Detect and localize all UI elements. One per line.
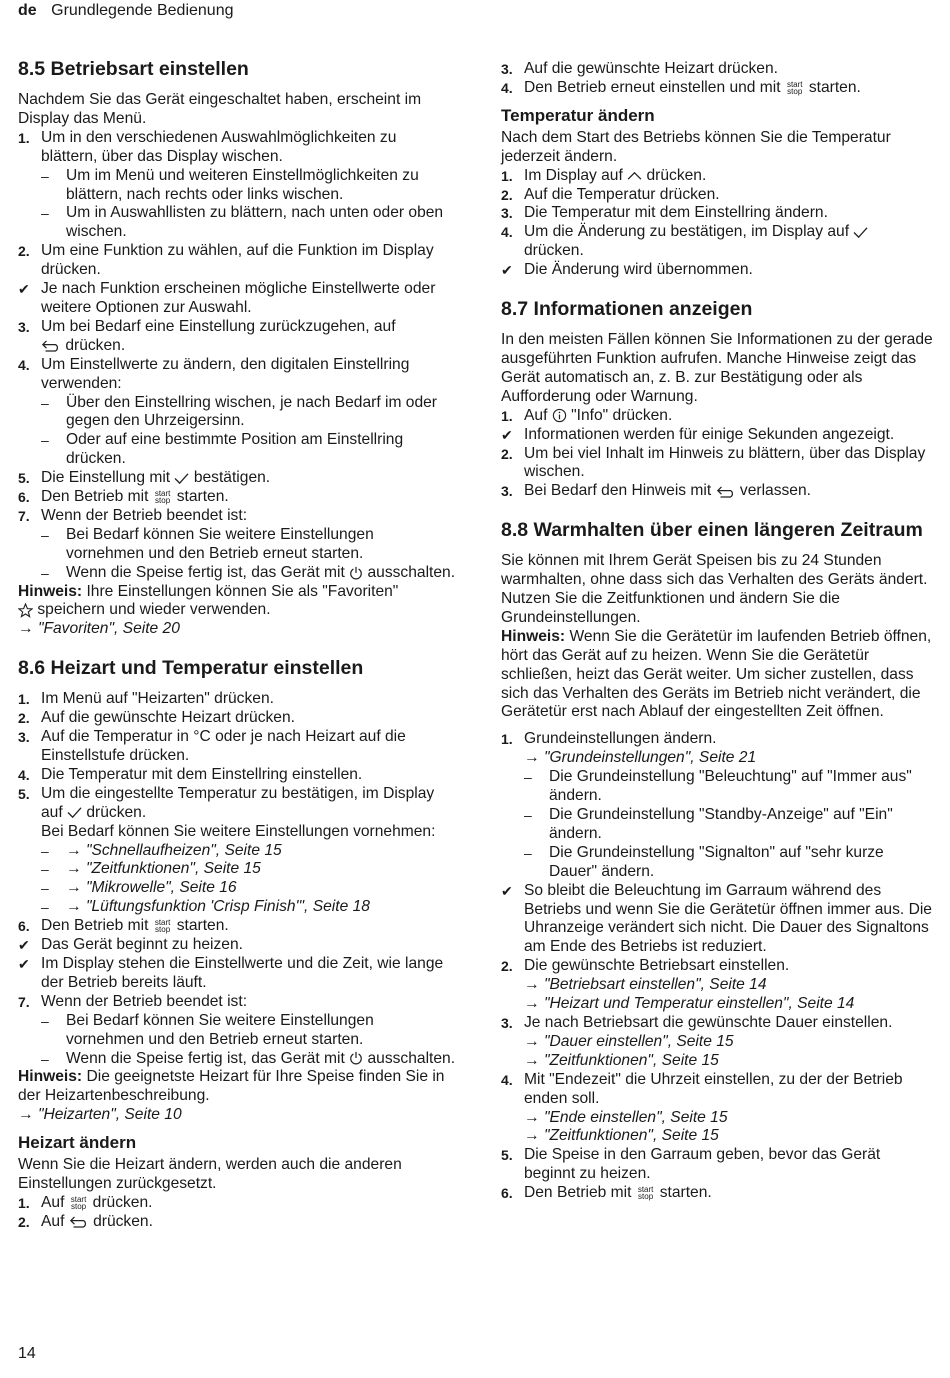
heading-8-7: 8.7 Informationen anzeigen <box>501 298 753 321</box>
heading-8-5: 8.5 Betriebsart einstellen <box>18 58 249 80</box>
result: ✔ Je nach Funktion erscheinen mögliche Einstellwerte oder weitere Optionen zur Auswahl. <box>18 280 436 316</box>
cross-reference-link[interactable]: → "Dauer einstellen", Seite 15 <box>524 1032 734 1050</box>
step-7: 7. Wenn der Betrieb beendet ist: <box>18 992 248 1010</box>
sub-step: – Um im Menü und weiteren Einstellmöglichkeiten zu blättern, nach rechts oder links wischen. <box>41 166 419 203</box>
cross-reference-link[interactable]: → "Heizart und Temperatur einstellen", Seite 14 <box>524 995 855 1013</box>
step-3: 3. Um bei Bedarf eine Einstellung zurückzugehen, auf drücken. <box>18 317 396 354</box>
paragraph: In den meisten Fällen können Sie Informationen zu der gerade ausgeführten Funktion aufrufen. Manche Hinweise zeigt das Gerät automatisch an, z. B. zur Bestätigung oder als Aufforderung oder Warnung. <box>501 331 933 405</box>
step-5: 5. Die Speise in den Garraum geben, bevor das Gerät beginnt zu heizen. <box>501 1146 881 1183</box>
step-1: 1. Auf "Info" drücken. <box>501 406 673 424</box>
start-stop-icon: start stop <box>637 1185 654 1201</box>
sub-step: – Die Grundeinstellung "Standby-Anzeige" auf "Ein" ändern. <box>524 806 893 842</box>
step-2: 2. Um eine Funktion zu wählen, auf die Funktion im Display drücken. <box>18 242 434 279</box>
heading-heizart-aendern: Heizart ändern <box>18 1133 137 1153</box>
step-5: 5. Die Einstellung mit bestätigen. <box>18 469 271 487</box>
check-icon <box>174 472 189 485</box>
result: ✔ So bleibt die Beleuchtung im Garraum während des Betriebs und wenn Sie die Gerätetür öffnen immer aus. Die Uhranzeige verändert sich nicht. Die Dauer des Signaltons am Ende des Betriebs ist reduziert. <box>501 881 932 956</box>
step-4: 4. Den Betrieb erneut einstellen und mit start stop starten. <box>501 78 861 96</box>
back-icon <box>716 485 736 498</box>
cross-reference-link[interactable]: → "Betriebsart einstellen", Seite 14 <box>524 976 767 994</box>
step-3: 3. Bei Bedarf den Hinweis mit verlassen. <box>501 482 811 500</box>
step-5: 5. Um die eingestellte Temperatur zu bestätigen, im Display auf drücken. Bei Bedarf können Sie weitere Einstellungen vornehmen: <box>18 784 436 840</box>
cross-reference-link[interactable]: → "Heizarten", Seite 10 <box>18 1106 182 1124</box>
cross-reference-link[interactable]: → "Zeitfunktionen", Seite 15 <box>524 1051 719 1069</box>
result: ✔ Die Änderung wird übernommen. <box>501 261 753 279</box>
cross-reference-link[interactable]: – → "Lüftungsfunktion 'Crisp Finish'", Seite 18 <box>41 898 370 916</box>
left-column <box>18 58 456 1232</box>
cross-reference-link[interactable]: – → "Mikrowelle", Seite 16 <box>41 879 237 897</box>
cross-reference-link[interactable]: → "Zeitfunktionen", Seite 15 <box>524 1127 719 1145</box>
sub-step: – Um in Auswahllisten zu blättern, nach unten oder oben wischen. <box>41 204 444 241</box>
note: Hinweis: Ihre Einstellungen können Sie als "Favoriten" speichern und wieder verwenden. <box>18 582 399 619</box>
start-stop-icon: start stop <box>786 79 803 96</box>
language-code: de <box>18 2 37 19</box>
step-3: 3. Je nach Betriebsart die gewünschte Dauer einstellen. <box>501 1013 893 1031</box>
star-icon <box>18 603 33 618</box>
sub-step: – Über den Einstellring wischen, je nach Bedarf im oder gegen den Uhrzeigersinn. <box>41 393 437 430</box>
power-icon <box>349 566 363 580</box>
step-2: 2. Um bei viel Inhalt im Hinweis zu blättern, über das Display wischen. <box>501 444 926 481</box>
step-2: 2. Die gewünschte Betriebsart einstellen. <box>501 957 790 975</box>
step-3: 3. Auf die Temperatur in °C oder je nach Heizart auf die Einstellstufe drücken. <box>18 728 406 764</box>
sub-step: – Oder auf eine bestimmte Position am Einstellring drücken. <box>41 431 404 468</box>
step-4: 4. Um die Änderung zu bestätigen, im Display auf drücken. <box>501 223 933 261</box>
back-icon <box>69 1215 89 1228</box>
cross-reference-link[interactable]: → "Grundeinstellungen", Seite 21 <box>524 749 757 767</box>
step-1: 1. Auf start stop drücken. <box>18 1193 153 1211</box>
step-2: 2. Auf drücken. <box>18 1212 153 1230</box>
page-header <box>18 2 234 20</box>
cross-reference-link[interactable]: – → "Schnellaufheizen", Seite 15 <box>41 841 282 859</box>
result: ✔ Informationen werden für einige Sekunden angezeigt. <box>501 425 895 443</box>
start-stop-icon: start stop <box>154 918 171 935</box>
sub-step: – Die Grundeinstellung "Beleuchtung" auf "Immer aus" ändern. <box>524 768 912 805</box>
heading-8-6: 8.6 Heizart und Temperatur einstellen <box>18 657 364 680</box>
sub-step: – Wenn die Speise fertig ist, das Gerät mit ausschalten. <box>41 1049 456 1067</box>
start-stop-icon: start stop <box>70 1194 87 1211</box>
sub-step: – Bei Bedarf können Sie weitere Einstellungen vornehmen und den Betrieb erneut starten. <box>41 1011 374 1048</box>
step-6: 6. Den Betrieb mit start stop starten. <box>501 1184 712 1202</box>
check-icon <box>853 226 868 239</box>
page-number: 14 <box>18 1345 36 1362</box>
step-4: 4. Um Einstellwerte zu ändern, den digitalen Einstellring verwenden: <box>18 355 410 392</box>
cross-reference-link[interactable]: → "Ende einstellen", Seite 15 <box>524 1108 728 1126</box>
step-6: 6. Den Betrieb mit start stop starten. <box>18 917 229 935</box>
step-2: 2. Auf die Temperatur drücken. <box>501 185 720 203</box>
step-1: 1. Grundeinstellungen ändern. <box>501 730 717 748</box>
result: ✔ Im Display stehen die Einstellwerte und die Zeit, wie lange der Betrieb bereits läuft. <box>18 954 444 991</box>
note: Hinweis: Die geeignetste Heizart für Ihre Speise finden Sie in der Heizartenbeschreibung. <box>18 1068 445 1105</box>
cross-reference-link[interactable]: → "Favoriten", Seite 20 <box>18 620 180 638</box>
heading-8-8: 8.8 Warmhalten über einen längeren Zeitraum <box>501 519 923 542</box>
section-title: Grundlegende Bedienung <box>51 2 234 19</box>
step-2: 2. Auf die gewünschte Heizart drücken. <box>18 709 295 727</box>
chevron-up-icon <box>627 170 642 181</box>
paragraph: Nachdem Sie das Gerät eingeschaltet haben, erscheint im Display das Menü. <box>18 91 422 127</box>
step-1: 1. Um in den verschiedenen Auswahlmöglichkeiten zu blättern, über das Display wischen. <box>18 128 397 165</box>
check-icon <box>67 806 82 819</box>
paragraph: Sie können mit Ihrem Gerät Speisen bis zu 24 Stunden warmhalten, ohne dass sich das Verhalten des Geräts ändert. Nutzen Sie die Zeitfunktionen und ändern Sie die Grundeinstellungen. <box>501 552 928 626</box>
result: ✔ Das Gerät beginnt zu heizen. <box>18 936 243 954</box>
paragraph: Nach dem Start des Betriebs können Sie die Temperatur jederzeit ändern. <box>501 128 891 165</box>
back-icon <box>41 339 61 352</box>
sub-step: – Die Grundeinstellung "Signalton" auf "sehr kurze Dauer" ändern. <box>524 843 884 880</box>
heading-temperatur-aendern: Temperatur ändern <box>501 105 655 125</box>
step-6: 6. Den Betrieb mit start stop starten. <box>18 488 229 506</box>
paragraph: Wenn Sie die Heizart ändern, werden auch die anderen Einstellungen zurückgesetzt. <box>18 1156 402 1193</box>
sub-step: – Wenn die Speise fertig ist, das Gerät mit ausschalten. <box>41 563 456 581</box>
sub-step: – Bei Bedarf können Sie weitere Einstellungen vornehmen und den Betrieb erneut starten. <box>41 525 374 562</box>
step-4: 4. Die Temperatur mit dem Einstellring einstellen. <box>18 765 363 783</box>
step-1: 1. Im Display auf drücken. <box>501 166 707 184</box>
step-1: 1. Im Menü auf "Heizarten" drücken. <box>18 690 274 708</box>
cross-reference-link[interactable]: – → "Zeitfunktionen", Seite 15 <box>41 860 261 878</box>
step-4: 4. Mit "Endezeit" die Uhrzeit einstellen, zu der der Betrieb enden soll. <box>501 1070 903 1107</box>
note: Hinweis: Wenn Sie die Gerätetür im laufenden Betrieb öffnen, hört das Gerät auf zu heizen. Wenn Sie die Gerätetür schließen, heizt das Gerät weiter. Um sicher zustellen, dass sich das Verhalten des Geräts im Betrieb nicht verändert, die Gerätetür erst nach Ablauf der eingestellten Zeit öffnen. <box>501 627 932 721</box>
right-column <box>501 60 933 1203</box>
step-3: 3. Die Temperatur mit dem Einstellring ändern. <box>501 204 828 222</box>
step-7: 7. Wenn der Betrieb beendet ist: <box>18 506 248 524</box>
power-icon <box>349 1051 363 1065</box>
info-icon <box>552 408 567 423</box>
step-3: 3. Auf die gewünschte Heizart drücken. <box>501 60 778 77</box>
start-stop-icon: start stop <box>154 488 171 505</box>
